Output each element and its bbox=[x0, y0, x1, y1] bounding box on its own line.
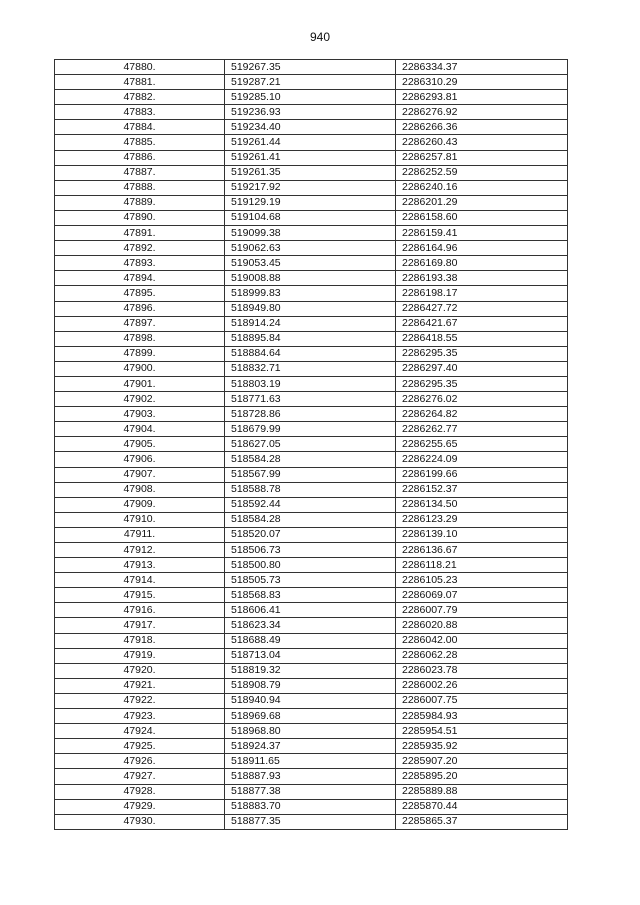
y-coordinate-cell: 2286193.38 bbox=[396, 271, 568, 286]
table-row bbox=[55, 407, 568, 422]
y-coordinate-cell: 2286293.81 bbox=[396, 90, 568, 105]
x-coordinate-cell: 518771.63 bbox=[225, 392, 396, 407]
x-coordinate-cell: 519062.63 bbox=[225, 241, 396, 256]
point-number-cell: 47928. bbox=[55, 784, 225, 799]
y-coordinate-cell: 2286262.77 bbox=[396, 422, 568, 437]
y-coordinate-cell: 2286266.36 bbox=[396, 120, 568, 135]
point-number-cell: 47918. bbox=[55, 633, 225, 648]
point-number-cell: 47887. bbox=[55, 165, 225, 180]
point-number-cell: 47911. bbox=[55, 527, 225, 542]
y-coordinate-cell: 2285907.20 bbox=[396, 754, 568, 769]
table-row bbox=[55, 814, 568, 829]
y-coordinate-cell: 2286139.10 bbox=[396, 527, 568, 542]
x-coordinate-cell: 518884.64 bbox=[225, 346, 396, 361]
y-coordinate-cell: 2286002.26 bbox=[396, 678, 568, 693]
y-coordinate-cell: 2286020.88 bbox=[396, 618, 568, 633]
y-coordinate-cell: 2286123.29 bbox=[396, 512, 568, 527]
table-row bbox=[55, 724, 568, 739]
x-coordinate-cell: 518520.07 bbox=[225, 527, 396, 542]
table-body bbox=[55, 60, 568, 830]
y-coordinate-cell: 2286136.67 bbox=[396, 543, 568, 558]
point-number-cell: 47889. bbox=[55, 195, 225, 210]
point-number-cell: 47899. bbox=[55, 346, 225, 361]
point-number-cell: 47895. bbox=[55, 286, 225, 301]
x-coordinate-cell: 518911.65 bbox=[225, 754, 396, 769]
y-coordinate-cell: 2286042.00 bbox=[396, 633, 568, 648]
x-coordinate-cell: 519129.19 bbox=[225, 195, 396, 210]
point-number-cell: 47898. bbox=[55, 331, 225, 346]
y-coordinate-cell: 2286421.67 bbox=[396, 316, 568, 331]
x-coordinate-cell: 519234.40 bbox=[225, 120, 396, 135]
table-row bbox=[55, 693, 568, 708]
y-coordinate-cell: 2286134.50 bbox=[396, 497, 568, 512]
y-coordinate-cell: 2286023.78 bbox=[396, 663, 568, 678]
table-row bbox=[55, 452, 568, 467]
x-coordinate-cell: 518949.80 bbox=[225, 301, 396, 316]
x-coordinate-cell: 518505.73 bbox=[225, 573, 396, 588]
y-coordinate-cell: 2286199.66 bbox=[396, 467, 568, 482]
x-coordinate-cell: 518883.70 bbox=[225, 799, 396, 814]
point-number-cell: 47924. bbox=[55, 724, 225, 739]
y-coordinate-cell: 2285935.92 bbox=[396, 739, 568, 754]
y-coordinate-cell: 2286427.72 bbox=[396, 301, 568, 316]
table-row bbox=[55, 543, 568, 558]
y-coordinate-cell: 2285870.44 bbox=[396, 799, 568, 814]
table-row bbox=[55, 799, 568, 814]
x-coordinate-cell: 519285.10 bbox=[225, 90, 396, 105]
table-row bbox=[55, 135, 568, 150]
point-number-cell: 47920. bbox=[55, 663, 225, 678]
x-coordinate-cell: 519099.38 bbox=[225, 226, 396, 241]
point-number-cell: 47893. bbox=[55, 256, 225, 271]
y-coordinate-cell: 2286295.35 bbox=[396, 376, 568, 391]
point-number-cell: 47881. bbox=[55, 75, 225, 90]
x-coordinate-cell: 518506.73 bbox=[225, 543, 396, 558]
table-row bbox=[55, 603, 568, 618]
table-row bbox=[55, 376, 568, 391]
y-coordinate-cell: 2285984.93 bbox=[396, 709, 568, 724]
x-coordinate-cell: 518500.80 bbox=[225, 558, 396, 573]
x-coordinate-cell: 518592.44 bbox=[225, 497, 396, 512]
x-coordinate-cell: 518895.84 bbox=[225, 331, 396, 346]
table-row bbox=[55, 497, 568, 512]
point-number-cell: 47925. bbox=[55, 739, 225, 754]
x-coordinate-cell: 518969.68 bbox=[225, 709, 396, 724]
x-coordinate-cell: 519267.35 bbox=[225, 60, 396, 75]
point-number-cell: 47888. bbox=[55, 180, 225, 195]
point-number-cell: 47900. bbox=[55, 361, 225, 376]
y-coordinate-cell: 2286240.16 bbox=[396, 180, 568, 195]
table-row bbox=[55, 165, 568, 180]
x-coordinate-cell: 518914.24 bbox=[225, 316, 396, 331]
point-number-cell: 47891. bbox=[55, 226, 225, 241]
x-coordinate-cell: 518908.79 bbox=[225, 678, 396, 693]
point-number-cell: 47908. bbox=[55, 482, 225, 497]
table-row bbox=[55, 256, 568, 271]
y-coordinate-cell: 2286276.92 bbox=[396, 105, 568, 120]
y-coordinate-cell: 2286276.02 bbox=[396, 392, 568, 407]
point-number-cell: 47884. bbox=[55, 120, 225, 135]
x-coordinate-cell: 518688.49 bbox=[225, 633, 396, 648]
table-row bbox=[55, 392, 568, 407]
table-row bbox=[55, 739, 568, 754]
x-coordinate-cell: 519261.41 bbox=[225, 150, 396, 165]
x-coordinate-cell: 518588.78 bbox=[225, 482, 396, 497]
table-row bbox=[55, 648, 568, 663]
point-number-cell: 47894. bbox=[55, 271, 225, 286]
table-row bbox=[55, 286, 568, 301]
table-row bbox=[55, 301, 568, 316]
table-row bbox=[55, 527, 568, 542]
y-coordinate-cell: 2286252.59 bbox=[396, 165, 568, 180]
table-row bbox=[55, 558, 568, 573]
point-number-cell: 47896. bbox=[55, 301, 225, 316]
table-row bbox=[55, 195, 568, 210]
x-coordinate-cell: 518968.80 bbox=[225, 724, 396, 739]
point-number-cell: 47907. bbox=[55, 467, 225, 482]
y-coordinate-cell: 2286418.55 bbox=[396, 331, 568, 346]
x-coordinate-cell: 519053.45 bbox=[225, 256, 396, 271]
table-row bbox=[55, 316, 568, 331]
table-row bbox=[55, 150, 568, 165]
point-number-cell: 47914. bbox=[55, 573, 225, 588]
y-coordinate-cell: 2286169.80 bbox=[396, 256, 568, 271]
y-coordinate-cell: 2286310.29 bbox=[396, 75, 568, 90]
table-row bbox=[55, 241, 568, 256]
y-coordinate-cell: 2286257.81 bbox=[396, 150, 568, 165]
table-row bbox=[55, 331, 568, 346]
table-row bbox=[55, 422, 568, 437]
point-number-cell: 47926. bbox=[55, 754, 225, 769]
point-number-cell: 47913. bbox=[55, 558, 225, 573]
y-coordinate-cell: 2286198.17 bbox=[396, 286, 568, 301]
point-number-cell: 47919. bbox=[55, 648, 225, 663]
y-coordinate-cell: 2286007.75 bbox=[396, 693, 568, 708]
table-row bbox=[55, 769, 568, 784]
y-coordinate-cell: 2286297.40 bbox=[396, 361, 568, 376]
table-row bbox=[55, 90, 568, 105]
point-number-cell: 47892. bbox=[55, 241, 225, 256]
point-number-cell: 47910. bbox=[55, 512, 225, 527]
x-coordinate-cell: 519008.88 bbox=[225, 271, 396, 286]
point-number-cell: 47904. bbox=[55, 422, 225, 437]
y-coordinate-cell: 2286224.09 bbox=[396, 452, 568, 467]
x-coordinate-cell: 519287.21 bbox=[225, 75, 396, 90]
x-coordinate-cell: 518803.19 bbox=[225, 376, 396, 391]
x-coordinate-cell: 518584.28 bbox=[225, 452, 396, 467]
y-coordinate-cell: 2286264.82 bbox=[396, 407, 568, 422]
table-row bbox=[55, 120, 568, 135]
y-coordinate-cell: 2286255.65 bbox=[396, 437, 568, 452]
point-number-cell: 47927. bbox=[55, 769, 225, 784]
point-number-cell: 47909. bbox=[55, 497, 225, 512]
point-number-cell: 47897. bbox=[55, 316, 225, 331]
table-row bbox=[55, 346, 568, 361]
x-coordinate-cell: 519236.93 bbox=[225, 105, 396, 120]
table-row bbox=[55, 271, 568, 286]
x-coordinate-cell: 518728.86 bbox=[225, 407, 396, 422]
y-coordinate-cell: 2286164.96 bbox=[396, 241, 568, 256]
point-number-cell: 47921. bbox=[55, 678, 225, 693]
y-coordinate-cell: 2286062.28 bbox=[396, 648, 568, 663]
point-number-cell: 47916. bbox=[55, 603, 225, 618]
point-number-cell: 47930. bbox=[55, 814, 225, 829]
point-number-cell: 47902. bbox=[55, 392, 225, 407]
y-coordinate-cell: 2286201.29 bbox=[396, 195, 568, 210]
table-row bbox=[55, 709, 568, 724]
point-number-cell: 47903. bbox=[55, 407, 225, 422]
table-row bbox=[55, 663, 568, 678]
table-row bbox=[55, 437, 568, 452]
point-number-cell: 47922. bbox=[55, 693, 225, 708]
table-row bbox=[55, 754, 568, 769]
point-number-cell: 47882. bbox=[55, 90, 225, 105]
y-coordinate-cell: 2285895.20 bbox=[396, 769, 568, 784]
point-number-cell: 47883. bbox=[55, 105, 225, 120]
table-row bbox=[55, 467, 568, 482]
x-coordinate-cell: 519261.35 bbox=[225, 165, 396, 180]
x-coordinate-cell: 518832.71 bbox=[225, 361, 396, 376]
point-number-cell: 47901. bbox=[55, 376, 225, 391]
point-number-cell: 47880. bbox=[55, 60, 225, 75]
y-coordinate-cell: 2285954.51 bbox=[396, 724, 568, 739]
x-coordinate-cell: 518877.38 bbox=[225, 784, 396, 799]
x-coordinate-cell: 518924.37 bbox=[225, 739, 396, 754]
x-coordinate-cell: 518877.35 bbox=[225, 814, 396, 829]
y-coordinate-cell: 2286158.60 bbox=[396, 210, 568, 225]
page-number: 940 bbox=[309, 30, 331, 44]
point-number-cell: 47886. bbox=[55, 150, 225, 165]
point-number-cell: 47923. bbox=[55, 709, 225, 724]
point-number-cell: 47917. bbox=[55, 618, 225, 633]
table-row bbox=[55, 618, 568, 633]
x-coordinate-cell: 519104.68 bbox=[225, 210, 396, 225]
table-row bbox=[55, 210, 568, 225]
table-row bbox=[55, 180, 568, 195]
table-row bbox=[55, 573, 568, 588]
x-coordinate-cell: 518999.83 bbox=[225, 286, 396, 301]
point-number-cell: 47905. bbox=[55, 437, 225, 452]
coordinates-table bbox=[54, 59, 568, 830]
point-number-cell: 47929. bbox=[55, 799, 225, 814]
table-row bbox=[55, 678, 568, 693]
point-number-cell: 47885. bbox=[55, 135, 225, 150]
table-row bbox=[55, 784, 568, 799]
y-coordinate-cell: 2286069.07 bbox=[396, 588, 568, 603]
table-row bbox=[55, 633, 568, 648]
table-row bbox=[55, 105, 568, 120]
point-number-cell: 47890. bbox=[55, 210, 225, 225]
table-row bbox=[55, 75, 568, 90]
y-coordinate-cell: 2286295.35 bbox=[396, 346, 568, 361]
y-coordinate-cell: 2286007.79 bbox=[396, 603, 568, 618]
table-row bbox=[55, 482, 568, 497]
x-coordinate-cell: 519217.92 bbox=[225, 180, 396, 195]
x-coordinate-cell: 518606.41 bbox=[225, 603, 396, 618]
x-coordinate-cell: 518584.28 bbox=[225, 512, 396, 527]
y-coordinate-cell: 2286118.21 bbox=[396, 558, 568, 573]
x-coordinate-cell: 518568.83 bbox=[225, 588, 396, 603]
point-number-cell: 47912. bbox=[55, 543, 225, 558]
x-coordinate-cell: 518819.32 bbox=[225, 663, 396, 678]
table-row bbox=[55, 512, 568, 527]
table-row bbox=[55, 60, 568, 75]
y-coordinate-cell: 2286152.37 bbox=[396, 482, 568, 497]
point-number-cell: 47906. bbox=[55, 452, 225, 467]
x-coordinate-cell: 518940.94 bbox=[225, 693, 396, 708]
x-coordinate-cell: 518713.04 bbox=[225, 648, 396, 663]
x-coordinate-cell: 518623.34 bbox=[225, 618, 396, 633]
y-coordinate-cell: 2285889.88 bbox=[396, 784, 568, 799]
y-coordinate-cell: 2286159.41 bbox=[396, 226, 568, 241]
table-row bbox=[55, 226, 568, 241]
x-coordinate-cell: 518887.93 bbox=[225, 769, 396, 784]
x-coordinate-cell: 518627.05 bbox=[225, 437, 396, 452]
y-coordinate-cell: 2286105.23 bbox=[396, 573, 568, 588]
y-coordinate-cell: 2285865.37 bbox=[396, 814, 568, 829]
y-coordinate-cell: 2286334.37 bbox=[396, 60, 568, 75]
x-coordinate-cell: 519261.44 bbox=[225, 135, 396, 150]
x-coordinate-cell: 518567.99 bbox=[225, 467, 396, 482]
table-row bbox=[55, 588, 568, 603]
table-row bbox=[55, 361, 568, 376]
y-coordinate-cell: 2286260.43 bbox=[396, 135, 568, 150]
point-number-cell: 47915. bbox=[55, 588, 225, 603]
x-coordinate-cell: 518679.99 bbox=[225, 422, 396, 437]
